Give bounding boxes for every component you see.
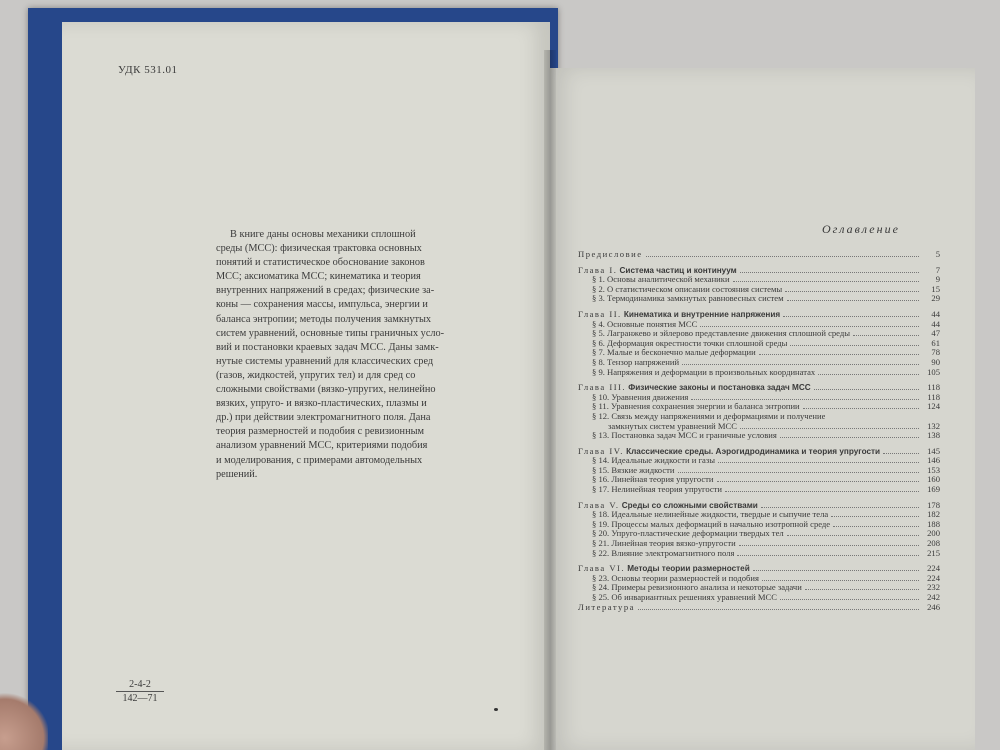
toc-title-text: Идеальные жидкости и газы (611, 456, 716, 466)
toc-title-text: Основы аналитической механики (607, 275, 730, 285)
annotation-line: МСС; аксиоматика МСС; кинематика и теория (216, 271, 421, 283)
toc-page-number: 29 (931, 293, 940, 304)
toc-leader (833, 526, 919, 527)
annotation-line: баланса энтропии; методы получения замкнутых (216, 313, 432, 325)
toc-prefix: Глава IV. (578, 446, 624, 456)
toc-section (578, 285, 940, 295)
index-bottom: 142—71 (122, 693, 158, 704)
toc-leader (785, 291, 919, 292)
toc-title-text: О статистическом описании состояния системы (607, 284, 783, 294)
toc-page-number: 188 (927, 518, 940, 529)
annotation-line: внутренних напряжений в средах; физические за- (216, 285, 435, 297)
toc-chapter (578, 310, 940, 320)
toc-prefix: § 14. (592, 456, 610, 466)
toc-section (578, 368, 940, 378)
toc-label (578, 310, 780, 320)
toc-chapter (578, 383, 940, 393)
toc-page-number: 118 (927, 382, 940, 393)
toc-page-number: 178 (927, 499, 940, 510)
toc-chapter (578, 266, 940, 276)
toc-label (592, 539, 736, 549)
toc-leader (762, 580, 919, 581)
toc-section (578, 412, 940, 422)
toc-page-number: 90 (931, 356, 940, 367)
toc-label (592, 583, 802, 593)
toc-title-text: Система частиц и континуум (619, 265, 737, 275)
toc-leader (803, 408, 919, 409)
toc-leader (678, 472, 920, 473)
toc-page-number: 182 (927, 509, 940, 520)
book-gutter (544, 50, 556, 750)
toc-section (578, 320, 940, 330)
toc-prefix: § 18. (592, 510, 610, 520)
toc-label (592, 285, 782, 295)
ink-mark (494, 708, 498, 711)
toc-label (578, 603, 635, 613)
annotation-text (216, 228, 474, 482)
toc-label (592, 510, 828, 520)
toc-label (592, 275, 730, 285)
toc-prefix: § 19. (592, 519, 610, 529)
toc-prefix: § 8. (592, 357, 605, 367)
toc-page-number: 145 (927, 445, 940, 456)
toc-section (578, 402, 940, 412)
toc-page-number: 224 (927, 572, 940, 583)
toc-leader (691, 399, 919, 400)
toc-title-text: Нелинейная теория упругости (611, 485, 723, 495)
index-top: 2-4-2 (129, 679, 151, 690)
annotation-line: вязких, упруго- и вязко-пластических, плазмы и (216, 398, 427, 410)
toc-section (578, 510, 940, 520)
toc-prefix: Глава I. (578, 265, 618, 275)
toc-page-number: 105 (927, 366, 940, 377)
annotation-line: решений. (216, 468, 258, 480)
toc-leader (733, 281, 919, 282)
toc-title-text: Идеальные нелинейные жидкости, твердые и сыпучие тела (611, 510, 829, 520)
toc-leader (783, 316, 919, 317)
annotation-line: нутые системы уравнений для классических сред (216, 355, 434, 367)
toc-title: Оглавление (822, 222, 900, 236)
toc-title-text: Деформация окрестности точки сплошной среды (607, 338, 788, 348)
toc-section (578, 294, 940, 304)
toc-label (578, 501, 758, 511)
toc-label (592, 358, 679, 368)
toc-prefix: § 11. (592, 402, 609, 412)
toc-label (592, 329, 850, 339)
toc-page-number: 7 (935, 264, 940, 275)
toc-leader (717, 481, 919, 482)
index-divider (116, 691, 164, 692)
toc-leader (646, 256, 919, 257)
toc-prefix: § 20. (592, 529, 610, 539)
toc-prefix: Глава V. (578, 500, 620, 510)
toc-section (578, 393, 940, 403)
toc-prefix: § 1. (592, 275, 605, 285)
toc-title-text: Примеры ревизионного анализа и некоторые задачи (611, 583, 802, 593)
toc-chapter (578, 564, 940, 574)
toc-prefix: § 6. (592, 338, 605, 348)
toc-label (592, 348, 756, 358)
toc-label (592, 574, 759, 584)
toc-leader (737, 555, 919, 556)
toc-leader (831, 516, 919, 517)
toc-section (578, 466, 940, 476)
toc-title-text: Физические законы и постановка задач МСС (628, 383, 811, 393)
toc-page-number: 44 (931, 308, 940, 319)
toc-page-number: 9 (935, 274, 940, 285)
toc-prefix: § 5. (592, 329, 605, 339)
toc-title-text: Процессы малых деформаций в начально изотропной среде (611, 519, 831, 529)
toc-label (592, 402, 800, 412)
toc-leader (814, 389, 919, 390)
toc-title-text: Классические среды. Аэрогидродинамика и теория упругости (626, 446, 881, 456)
toc-section (578, 339, 940, 349)
toc-leader (682, 364, 919, 365)
toc-leader (700, 326, 919, 327)
toc-page-number: 208 (927, 538, 940, 549)
toc-section (578, 456, 940, 466)
toc-prefix: § 2. (592, 284, 605, 294)
toc-leader (790, 345, 919, 346)
annotation-line: анализом уравнений МСС, критериями подобия (216, 440, 428, 452)
toc-prefix: § 13. (592, 431, 610, 441)
toc-page-number: 169 (927, 484, 940, 495)
toc-leader (805, 589, 919, 590)
toc-prefix: § 17. (592, 485, 610, 495)
toc-title-text: Уравнения сохранения энергии и баланса энтропии (611, 402, 800, 412)
toc-prefix: § 21. (592, 539, 610, 549)
toc-leader (740, 428, 919, 429)
toc-title-text: Основные понятия МСС (607, 319, 698, 329)
toc-title-text: Постановка задач МСС и граничные условия (611, 431, 777, 441)
toc-title-text: Кинематика и внутренние напряжения (623, 309, 781, 319)
toc-page-number: 153 (927, 464, 940, 475)
toc-page-number: 200 (927, 528, 940, 539)
toc-leader (761, 507, 919, 508)
toc-title-text: Термодинамика замкнутых равновесных систем (607, 294, 784, 304)
toc-title-text: Лагранжево и эйлерово представление движения сплошной среды (607, 329, 851, 339)
toc-section (578, 475, 940, 485)
toc-title-text: Линейная теория упругости (611, 475, 714, 485)
toc-section (578, 422, 940, 432)
toc-leader (818, 374, 919, 375)
toc-leader (780, 437, 919, 438)
toc-leader (787, 300, 919, 301)
toc-page-number: 124 (927, 401, 940, 412)
toc-page-number: 138 (927, 430, 940, 441)
udk-code: УДК 531.01 (118, 64, 178, 76)
toc-label (592, 593, 777, 603)
toc-page-number: 224 (927, 563, 940, 574)
toc-page-number: 232 (927, 582, 940, 593)
toc-label (592, 466, 675, 476)
toc-title-text: Линейная теория вязко-упругости (611, 539, 736, 549)
toc-section (578, 549, 940, 559)
toc-leader (725, 491, 919, 492)
toc-page-number: 47 (931, 328, 940, 339)
toc-label (592, 320, 697, 330)
toc-prefix: § 10. (592, 392, 610, 402)
annotation-line: сложными свойствами (вязко-упругих, нелинейно (216, 384, 436, 396)
toc-section (578, 348, 940, 358)
toc-section (578, 358, 940, 368)
toc-section (578, 574, 940, 584)
toc-leader (787, 535, 919, 536)
toc-label (592, 412, 825, 422)
annotation-line: систем уравнений, основные типы граничных усло- (216, 327, 445, 339)
toc-leader (739, 545, 919, 546)
toc-section (578, 539, 940, 549)
toc-title-text: Основы теории размерностей и подобия (611, 573, 759, 583)
toc-page-number: 44 (931, 318, 940, 329)
toc-prefix: § 4. (592, 319, 605, 329)
toc-label (578, 447, 880, 457)
toc-section (578, 593, 940, 603)
toc-prefix: Предисловие (578, 250, 643, 259)
toc-title-text: замкнутых систем уравнений МСС (608, 421, 738, 431)
toc-prefix: Глава III. (578, 383, 627, 393)
toc-section (578, 431, 940, 441)
annotation-line: коны — сохранения массы, импульса, энергии и (216, 299, 428, 311)
toc-label (592, 339, 787, 349)
toc-section (578, 485, 940, 495)
toc-page-number: 5 (935, 249, 940, 259)
toc-title-text: Напряжения и деформации в произвольных координатах (607, 367, 816, 377)
toc-title-text: Упруго-пластические деформации твердых тел (611, 529, 784, 539)
toc-chapter (578, 447, 940, 457)
toc-prefix: Глава VI. (578, 564, 626, 574)
toc-prefix: § 24. (592, 583, 610, 593)
toc-leader (638, 609, 919, 610)
toc-title-text: Связь между напряжениями и деформациями и получение (611, 411, 826, 421)
toc-label (592, 431, 777, 441)
toc-title-text: Тензор напряжений (607, 357, 680, 367)
toc-prefix: Глава II. (578, 309, 622, 319)
toc-prefix: § 22. (592, 548, 610, 558)
finger (0, 690, 48, 750)
toc-title-text: Среды со сложными свойствами (621, 500, 758, 510)
toc-title-text: Методы теории размерностей (627, 564, 750, 574)
toc-entry (578, 603, 940, 613)
annotation-line: теория размерностей и подобия с ревизионным (216, 426, 425, 438)
annotation-line: (газов, жидкостей, упругих тел) и для сред со (216, 369, 416, 381)
toc-leader (780, 599, 919, 600)
toc-leader (718, 462, 919, 463)
toc-page-number: 78 (931, 347, 940, 358)
library-index (116, 679, 164, 704)
toc-label (592, 485, 722, 495)
toc-prefix: § 16. (592, 475, 610, 485)
toc-title-text: Об инвариантных решениях уравнений МСС (611, 593, 777, 602)
toc-page-number: 132 (927, 420, 940, 431)
toc-page-number: 61 (931, 337, 940, 348)
toc-chapter (578, 501, 940, 511)
toc-leader (883, 453, 919, 454)
toc-label (578, 383, 811, 393)
toc-page-number: 242 (927, 592, 940, 602)
annotation-line: среды (МСС): физическая трактовка основных (216, 243, 422, 255)
toc-label (592, 368, 815, 378)
toc-title-text: Уравнения движения (611, 392, 689, 402)
toc-prefix: § 23. (592, 573, 610, 583)
annotation-line: понятий и статистическое обоснование законов (216, 257, 425, 269)
annotation-line: В книге даны основы механики сплошной (230, 229, 416, 240)
toc-label (578, 266, 737, 276)
toc-page-number: 118 (927, 391, 940, 402)
annotation-line: др.) при действии электромагнитного поля. Дана (216, 412, 431, 424)
toc-label (608, 422, 737, 432)
toc-section (578, 520, 940, 530)
toc-page-number: 215 (927, 547, 940, 558)
annotation-line: и моделирования, с примерами автомодельных (216, 454, 423, 466)
toc-title-text: Вязкие жидкости (611, 465, 675, 475)
table-of-contents (578, 250, 940, 612)
toc-label (592, 294, 784, 304)
toc-section (578, 529, 940, 539)
toc-leader (740, 272, 919, 273)
toc-entry (578, 250, 940, 260)
toc-leader (853, 335, 919, 336)
toc-section (578, 583, 940, 593)
toc-section (578, 329, 940, 339)
toc-leader (759, 354, 919, 355)
toc-section (578, 275, 940, 285)
toc-label (578, 564, 750, 574)
annotation-line: вий и постановки краевых задач МСС. Даны замк- (216, 341, 439, 353)
toc-label (592, 520, 830, 530)
toc-prefix: § 9. (592, 367, 605, 377)
toc-prefix: § 7. (592, 348, 605, 358)
toc-prefix: § 15. (592, 465, 610, 475)
toc-leader (753, 570, 919, 571)
toc-page-number: 146 (927, 455, 940, 466)
toc-label (592, 456, 715, 466)
toc-title-text: Влияние электромагнитного поля (611, 548, 735, 558)
toc-page-number: 246 (927, 601, 940, 612)
toc-page-number: 160 (927, 474, 940, 485)
toc-prefix: § 12. (592, 411, 610, 421)
toc-label (592, 475, 714, 485)
toc-page-number: 15 (931, 283, 940, 294)
toc-label (592, 549, 734, 559)
toc-prefix: § 3. (592, 294, 605, 304)
toc-prefix: Литература (578, 602, 635, 612)
toc-label (592, 529, 784, 539)
toc-label (578, 250, 643, 260)
toc-title-text: Малые и бесконечно малые деформации (607, 348, 756, 358)
toc-prefix: § 25. (592, 593, 610, 602)
toc-label (592, 393, 688, 403)
